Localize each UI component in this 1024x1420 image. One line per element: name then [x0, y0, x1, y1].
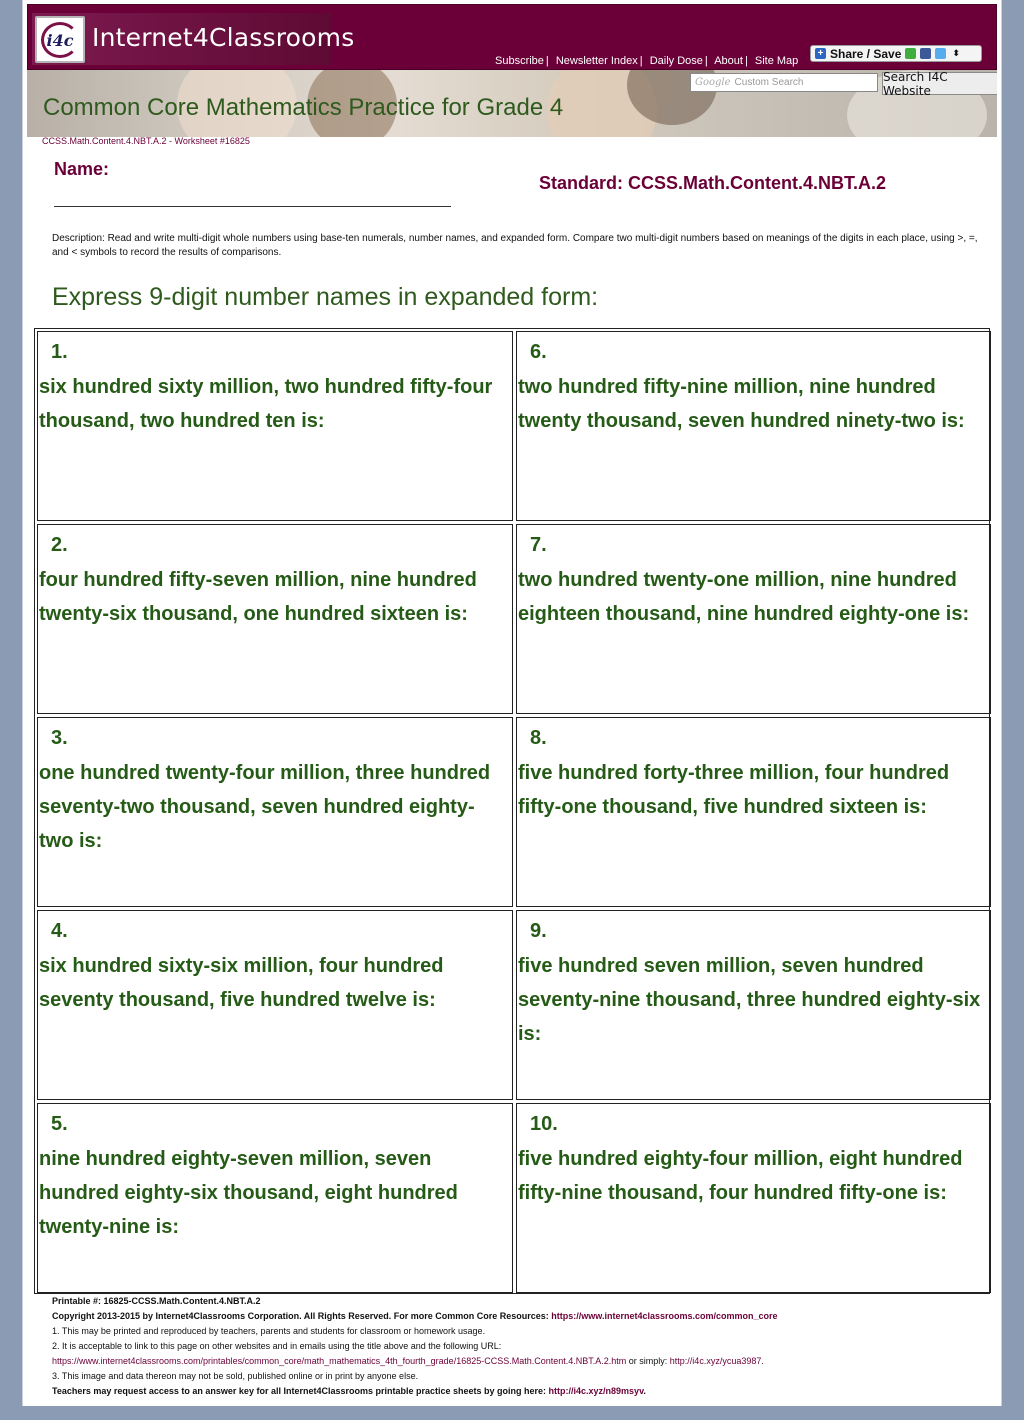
site-header [27, 4, 997, 70]
description: Description: Read and write multi-digit whole numbers using base-ten numerals, number names, and expanded form. Compare two multi-digit numbers based on meanings of the digits in each place, using >, =, and < symbols to record the results of comparisons. [52, 233, 978, 258]
question-text: four hundred fifty-seven million, nine hundred twenty-six thousand, one hundred sixteen is: [39, 569, 477, 625]
question-number: 7. [530, 534, 547, 556]
question-number: 2. [51, 534, 68, 556]
question-text: six hundred sixty-six million, four hundred seventy thousand, five hundred twelve is: [39, 955, 444, 1011]
nav-site-map[interactable]: Site Map [754, 55, 799, 67]
question-cell [516, 331, 991, 521]
question-number: 4. [51, 920, 68, 942]
question-number: 8. [530, 727, 547, 749]
question-text: one hundred twenty-four million, three hundred seventy-two thousand, seven hundred eighty-two is: [39, 762, 491, 852]
question-text: five hundred forty-three million, four hundred fifty-one thousand, five hundred sixteen is: [518, 762, 950, 818]
question-cell [37, 331, 513, 521]
nav-daily-dose[interactable]: Daily Dose [649, 55, 703, 67]
question-text: five hundred eighty-four million, eight hundred fifty-nine thousand, four hundred fifty-one is: [518, 1148, 963, 1204]
search-input[interactable] [690, 73, 878, 92]
question-number: 10. [530, 1113, 558, 1135]
worksheet-url-link[interactable]: https://www.internet4classrooms.com/printables/common_core/math_mathematics_4th_fourth_grade/16825-CCSS.Math.Content.4.NBT.A.2.htm [52, 1356, 627, 1366]
question-cell [516, 717, 991, 907]
question-cell [37, 1103, 513, 1293]
printable-number: Printable #: 16825-CCSS.Math.Content.4.NBT.A.2 [52, 1296, 261, 1306]
answer-key-end: . [643, 1386, 646, 1396]
question-grid [34, 328, 990, 1294]
answer-key-link[interactable]: http://i4c.xyz/n89msyv [548, 1386, 644, 1396]
facebook-icon [920, 48, 931, 59]
search-placeholder: Custom Search [734, 77, 804, 88]
common-core-link[interactable]: https://www.internet4classrooms.com/common_core [551, 1311, 778, 1321]
share-green-icon [905, 48, 916, 59]
title-banner [27, 70, 997, 137]
footer-note-2-end: . [761, 1356, 764, 1366]
answer-key-text: Teachers may request access to an answer key for all Internet4Classrooms printable practice sheets by going here: [52, 1386, 549, 1396]
plus-icon: + [815, 48, 826, 59]
search-button[interactable]: Search I4C Website [882, 72, 997, 95]
twitter-icon [935, 48, 946, 59]
question-number: 1. [51, 341, 68, 363]
footer-note-1: 1. This may be printed and reproduced by teachers, parents and students for classroom or homework usage. [52, 1326, 486, 1336]
copyright-text: Copyright 2013-2015 by Internet4Classrooms Corporation. All Rights Reserved. For more Common Core Resources: [52, 1311, 552, 1321]
top-nav: Subscribe | Newsletter Index | Daily Dose | About | Site Map [495, 55, 799, 67]
footer-note-3: 3. This image and data thereon may not be sold, published online or in print by anyone else. [52, 1371, 419, 1381]
question-text: two hundred twenty-one million, nine hundred eighteen thousand, nine hundred eighty-one is: [518, 569, 970, 625]
question-cell [516, 1103, 991, 1293]
page-title: Common Core Mathematics Practice for Grade 4 [43, 94, 564, 121]
question-cell [37, 910, 513, 1100]
footer [52, 1294, 997, 1399]
google-logo: Google [695, 77, 731, 88]
instruction: Express 9-digit number names in expanded form: [52, 283, 599, 311]
question-text: two hundred fifty-nine million, nine hundred twenty thousand, seven hundred ninety-two is: [518, 376, 965, 432]
short-url-link[interactable]: http://i4c.xyz/ycua3987 [669, 1356, 762, 1366]
name-label: Name: [54, 159, 110, 179]
site-logo[interactable] [32, 13, 355, 65]
question-number: 3. [51, 727, 68, 749]
question-cell [516, 524, 991, 714]
page [22, 0, 1002, 1406]
footer-note-2: 2. It is acceptable to link to this page on other websites and in emails using the title above and the following URL: [52, 1341, 502, 1351]
footer-note-2-mid: or simply: [626, 1356, 670, 1366]
chevron-updown-icon: ⬍ [952, 48, 960, 58]
nav-about[interactable]: About [714, 55, 743, 67]
question-number: 9. [530, 920, 547, 942]
standard-label: Standard: CCSS.Math.Content.4.NBT.A.2 [539, 173, 887, 193]
question-cell [37, 524, 513, 714]
share-save-label: Share / Save [830, 46, 902, 61]
site-name: Internet4Classrooms [92, 23, 355, 52]
question-text: five hundred seven million, seven hundred seventy-nine thousand, three hundred eighty-six is: [518, 955, 981, 1045]
question-text: six hundred sixty million, two hundred fifty-four thousand, two hundred ten is: [39, 376, 493, 432]
share-save-button[interactable] [810, 45, 982, 62]
nav-newsletter-index[interactable]: Newsletter Index [555, 55, 638, 67]
nav-subscribe[interactable]: Subscribe [495, 55, 544, 67]
logo-badge-icon: i4c [35, 16, 85, 63]
question-cell [516, 910, 991, 1100]
question-number: 5. [51, 1113, 68, 1135]
question-text: nine hundred eighty-seven million, seven hundred eighty-six thousand, eight hundred twenty-nine is: [39, 1148, 458, 1238]
question-number: 6. [530, 341, 547, 363]
name-line [54, 206, 451, 207]
worksheet-id: CCSS.Math.Content.4.NBT.A.2 - Worksheet #16825 [42, 136, 250, 146]
question-cell [37, 717, 513, 907]
